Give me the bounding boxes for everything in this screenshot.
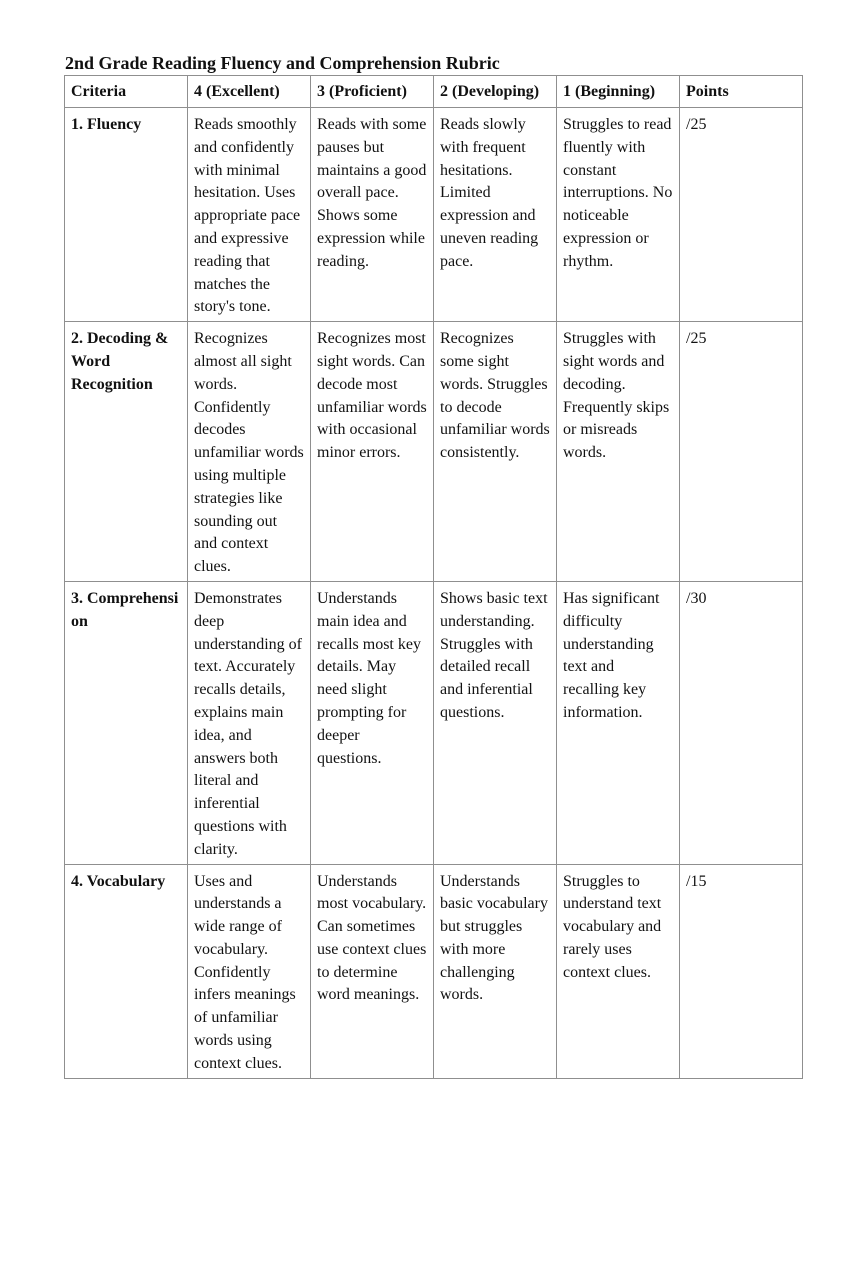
beginning-cell: Struggles with sight words and decoding. Frequently skips or misreads words.: [557, 322, 680, 582]
header-beginning: 1 (Beginning): [557, 76, 680, 108]
rubric-table: [64, 75, 803, 1079]
header-points: Points: [680, 76, 803, 108]
developing-cell: Understands basic vocabulary but struggles with more challenging words.: [434, 864, 557, 1078]
table-row: [65, 322, 803, 582]
criteria-cell: 4. Vocabulary: [65, 864, 188, 1078]
header-developing: 2 (Developing): [434, 76, 557, 108]
developing-cell: Recognizes some sight words. Struggles to decode unfamiliar words consistently.: [434, 322, 557, 582]
beginning-cell: Struggles to understand text vocabulary and rarely uses context clues.: [557, 864, 680, 1078]
criteria-cell: 1. Fluency: [65, 108, 188, 322]
points-cell: /15: [680, 864, 803, 1078]
header-criteria: Criteria: [65, 76, 188, 108]
table-row: [65, 108, 803, 322]
proficient-cell: Understands most vocabulary. Can sometimes use context clues to determine word meanings.: [311, 864, 434, 1078]
excellent-cell: Recognizes almost all sight words. Confidently decodes unfamiliar words using multiple strategies like sounding out and context clues.: [188, 322, 311, 582]
excellent-cell: Reads smoothly and confidently with minimal hesitation. Uses appropriate pace and expressive reading that matches the story's tone.: [188, 108, 311, 322]
points-cell: /25: [680, 108, 803, 322]
document-title: 2nd Grade Reading Fluency and Comprehension Rubric: [65, 53, 500, 73]
criteria-cell: 3. Comprehension: [65, 581, 188, 864]
beginning-cell: Has significant difficulty understanding text and recalling key information.: [557, 581, 680, 864]
excellent-cell: Uses and understands a wide range of vocabulary. Confidently infers meanings of unfamiliar words using context clues.: [188, 864, 311, 1078]
points-cell: /25: [680, 322, 803, 582]
table-header-row: [65, 76, 803, 108]
points-cell: /30: [680, 581, 803, 864]
header-proficient: 3 (Proficient): [311, 76, 434, 108]
table-row: [65, 581, 803, 864]
header-excellent: 4 (Excellent): [188, 76, 311, 108]
excellent-cell: Demonstrates deep understanding of text. Accurately recalls details, explains main idea, and answers both literal and inferential questions with clarity.: [188, 581, 311, 864]
criteria-cell: 2. Decoding & Word Recognition: [65, 322, 188, 582]
developing-cell: Reads slowly with frequent hesitations. Limited expression and uneven reading pace.: [434, 108, 557, 322]
beginning-cell: Struggles to read fluently with constant interruptions. No noticeable expression or rhythm.: [557, 108, 680, 322]
developing-cell: Shows basic text understanding. Struggles with detailed recall and inferential questions.: [434, 581, 557, 864]
table-row: [65, 864, 803, 1078]
proficient-cell: Understands main idea and recalls most key details. May need slight prompting for deeper questions.: [311, 581, 434, 864]
proficient-cell: Recognizes most sight words. Can decode most unfamiliar words with occasional minor errors.: [311, 322, 434, 582]
proficient-cell: Reads with some pauses but maintains a good overall pace. Shows some expression while reading.: [311, 108, 434, 322]
